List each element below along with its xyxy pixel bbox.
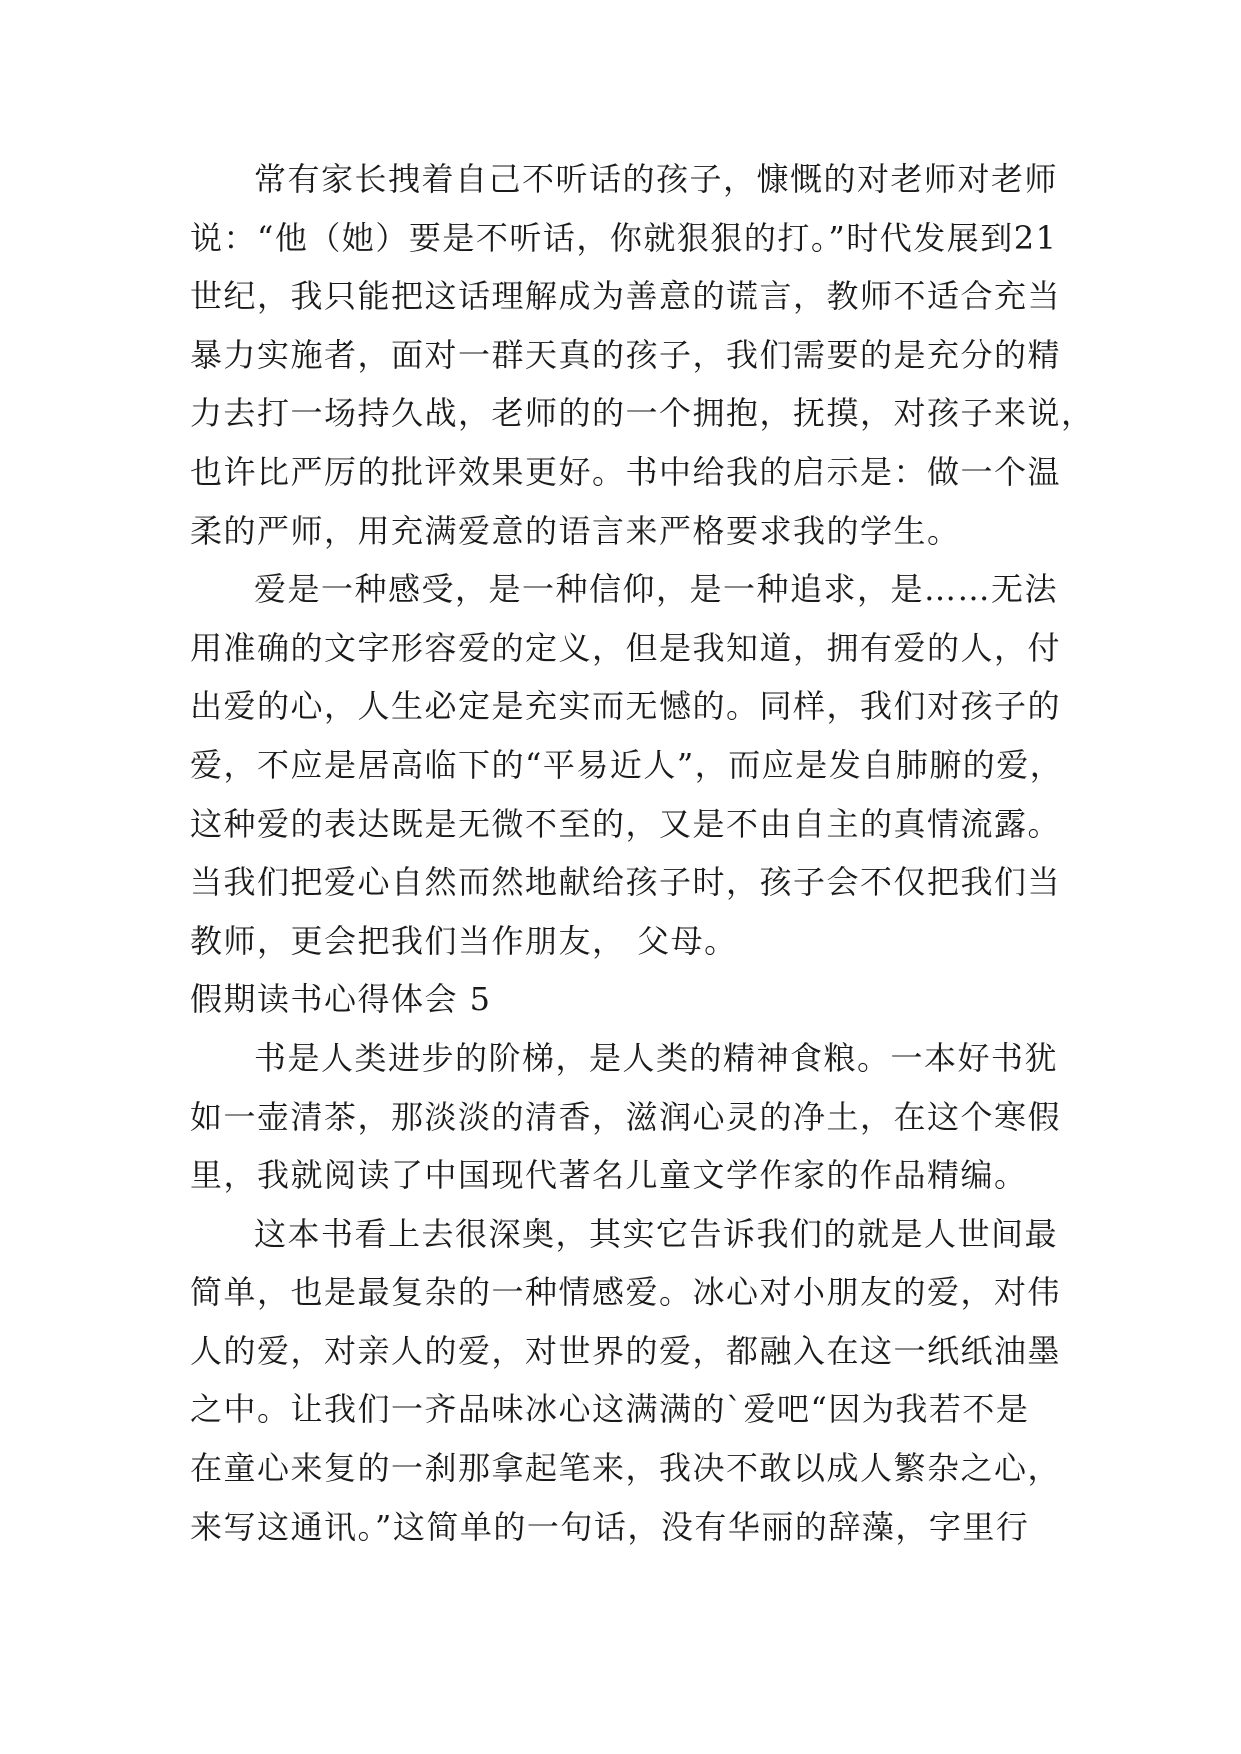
text-line: 常有家长拽着自己不听话的孩子，慷慨的对老师对老师 xyxy=(254,160,1059,198)
text-line: 教师，更会把我们当作朋友， 父母。 xyxy=(190,921,738,960)
text-line: 简单，也是最复杂的一种情感爱。冰心对小朋友的爱，对伟 xyxy=(190,1273,1062,1312)
text-line: 爱是一种感受，是一种信仰，是一种追求，是……无法 xyxy=(254,570,1059,609)
text-line: 说：“他（她）要是不听话，你就狠狠的打。”时代发展到21 xyxy=(190,218,1058,257)
text-line: 人的爱，对亲人的爱，对世界的爱，都融入在这一纸纸油墨 xyxy=(190,1331,1062,1370)
text-line: 这本书看上去很深奥，其实它告诉我们的就是人世间最 xyxy=(254,1214,1059,1253)
text-line: 书是人类进步的阶梯，是人类的精神食粮。一本好书犹 xyxy=(254,1038,1059,1077)
text-line: 爱，不应是居高临下的“平易近人”，而应是发自肺腑的爱， xyxy=(190,745,1064,784)
text-line: 在童心来复的一刹那拿起笔来，我决不敢以成人繁杂之心， xyxy=(190,1449,1062,1488)
text-line: 也许比严厉的批评效果更好。书中给我的启示是：做一个温 xyxy=(190,452,1062,491)
text-line: 来写这通讯。”这简单的一句话，没有华丽的辞藻，字里行 xyxy=(190,1507,1030,1546)
text-line: 暴力实施者，面对一群天真的孩子，我们需要的是充分的精 xyxy=(190,335,1062,374)
text-line: 力去打一场持久战，老师的的一个拥抱，抚摸，对孩子来说， xyxy=(190,394,1095,433)
text-line: 里，我就阅读了中国现代著名儿童文学作家的作品精编。 xyxy=(190,1156,1028,1195)
text-line: 这种爱的表达既是无微不至的，又是不由自主的真情流露。 xyxy=(190,804,1062,843)
section-heading: 假期读书心得体会 5 xyxy=(190,980,492,1019)
text-line: 当我们把爱心自然而然地献给孩子时，孩子会不仅把我们当 xyxy=(190,863,1062,902)
text-line: 用准确的文字形容爱的定义，但是我知道，拥有爱的人，付 xyxy=(190,628,1062,667)
text-line: 如一壶清茶，那淡淡的清香，滋润心灵的净土，在这个寒假 xyxy=(190,1097,1062,1136)
text-line: 世纪，我只能把这话理解成为善意的谎言，教师不适合充当 xyxy=(190,277,1062,316)
document-body xyxy=(190,150,1095,1556)
text-line: 柔的严师，用充满爱意的语言来严格要求我的学生。 xyxy=(190,511,961,550)
text-line: 之中。让我们一齐品味冰心这满满的`爱吧“因为我若不是 xyxy=(190,1390,1030,1429)
text-line: 出爱的心，人生必定是充实而无憾的。同样，我们对孩子的 xyxy=(190,687,1062,726)
